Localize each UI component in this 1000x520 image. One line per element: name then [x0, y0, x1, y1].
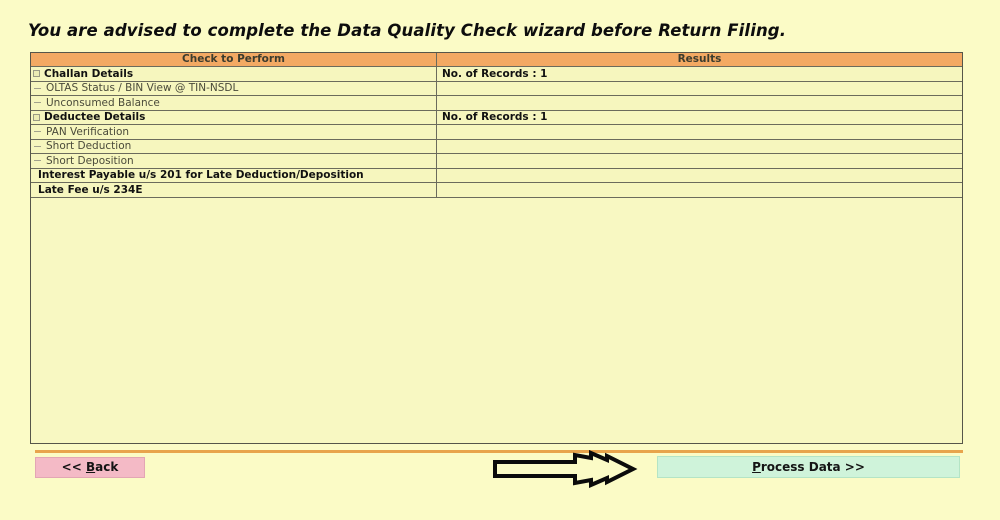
table-row[interactable] [31, 169, 962, 184]
check-label: OLTAS Status / BIN View @ TIN-NSDL [46, 82, 239, 95]
check-label: Short Deduction [46, 140, 132, 153]
table-row[interactable] [31, 125, 962, 140]
tree-branch-icon [34, 102, 41, 103]
tree-branch-icon [34, 88, 41, 89]
process-data-button[interactable] [657, 456, 960, 478]
table-row[interactable] [31, 111, 962, 126]
column-header-check-to-perform: Check to Perform [31, 53, 437, 66]
result-value: No. of Records : 1 [442, 67, 548, 80]
page-title: You are advised to complete the Data Quality Check wizard before Return Filing. [28, 21, 787, 40]
table-header-row [31, 53, 962, 67]
back-button-mnemonic: B [85, 460, 96, 474]
result-value: No. of Records : 1 [442, 111, 548, 124]
table-row[interactable] [31, 154, 962, 169]
tree-branch-icon [34, 160, 41, 161]
tree-branch-icon [34, 146, 41, 147]
back-button[interactable] [35, 457, 145, 478]
back-button-label: << [61, 460, 86, 474]
check-label: Late Fee u/s 234E [38, 183, 143, 196]
result-value [437, 140, 962, 154]
check-label: Interest Payable u/s 201 for Late Deduction/Deposition [38, 169, 364, 182]
process-button-label-rest: rocess Data >> [760, 460, 865, 474]
check-label: Unconsumed Balance [46, 96, 160, 109]
column-header-results: Results [677, 53, 722, 65]
back-button-label-rest: ack [95, 460, 119, 474]
result-value [437, 125, 962, 139]
result-value [437, 183, 962, 197]
table-row[interactable] [31, 82, 962, 97]
check-label: Short Deposition [46, 154, 134, 167]
result-value [437, 82, 962, 96]
result-value [437, 96, 962, 110]
result-value [437, 154, 962, 168]
table-row[interactable] [31, 67, 962, 82]
check-label: Challan Details [44, 67, 134, 80]
table-row[interactable] [31, 96, 962, 111]
tree-expand-icon[interactable] [33, 70, 40, 77]
tree-branch-icon [34, 131, 41, 132]
dq-table-rows [31, 67, 962, 198]
empty-results-panel [31, 198, 962, 443]
process-button-mnemonic: P [752, 460, 761, 474]
check-label: PAN Verification [46, 125, 130, 138]
annotation-arrow-icon [487, 450, 639, 488]
table-row[interactable] [31, 140, 962, 155]
result-value [437, 169, 962, 183]
check-label: Deductee Details [44, 111, 146, 124]
tree-expand-icon[interactable] [33, 114, 40, 121]
table-row[interactable] [31, 183, 962, 198]
data-quality-check-table [30, 52, 963, 444]
